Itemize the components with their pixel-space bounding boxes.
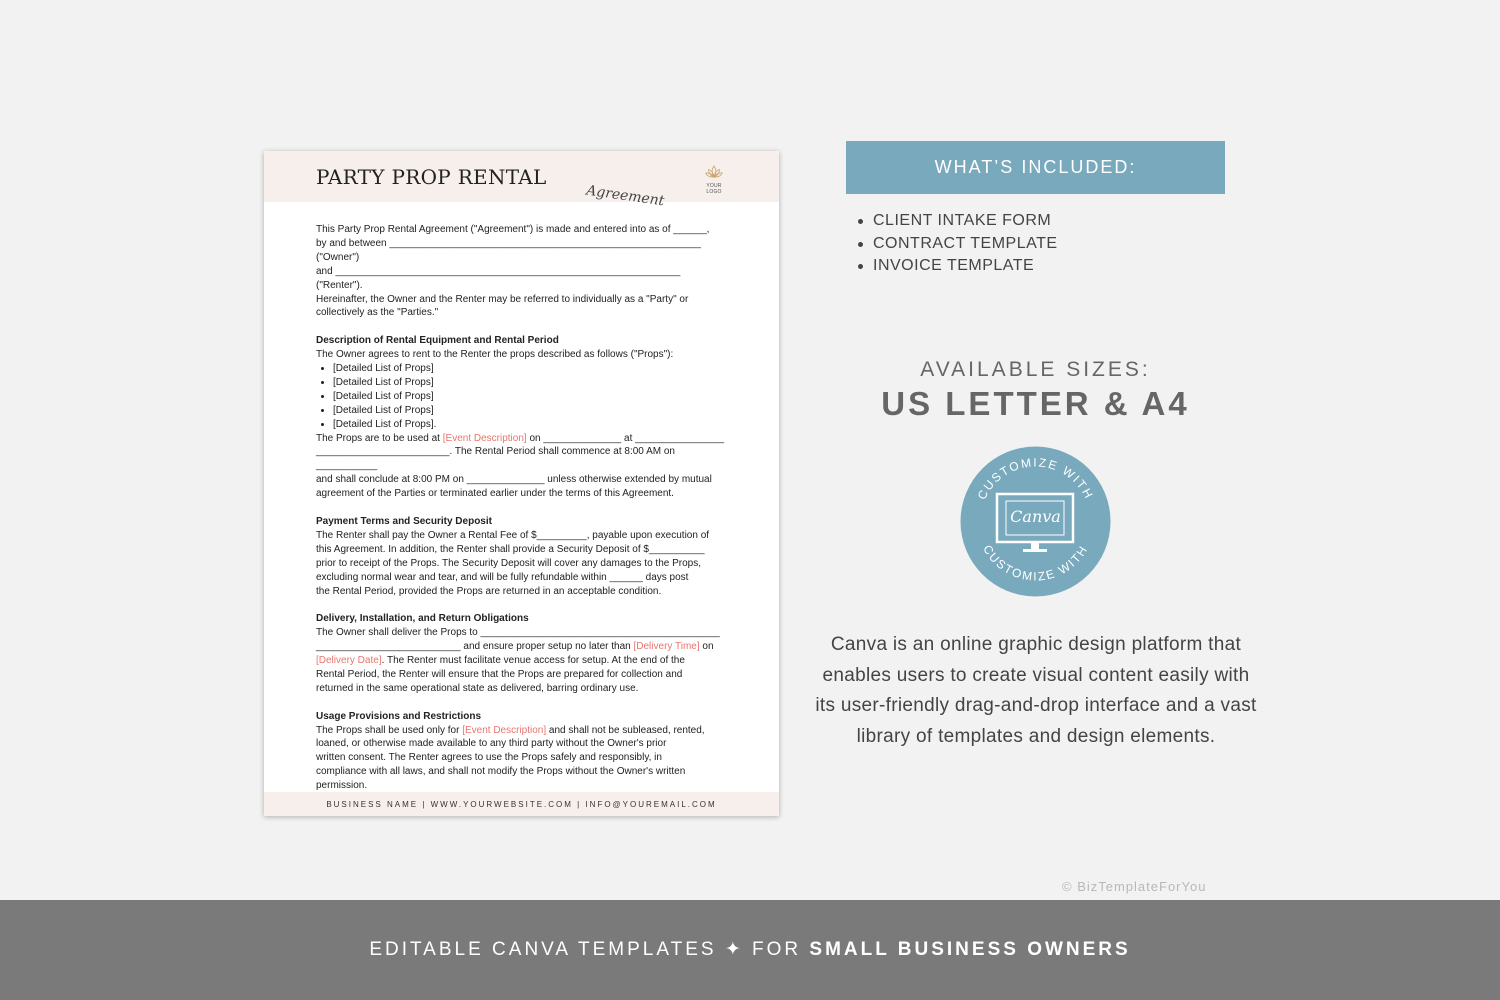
section-line: Rental Period, the Renter will ensure that the Props are prepared for collection and bbox=[316, 668, 683, 680]
included-item: CLIENT INTAKE FORM bbox=[873, 210, 1058, 233]
section-line: this Agreement. In addition, the Renter shall provide a Security Deposit of $__________ bbox=[316, 543, 705, 555]
logo-placeholder-text: YOUR LOGO bbox=[706, 183, 722, 195]
section-line: written consent. The Renter agrees to use the Props safely and responsibly, in bbox=[316, 752, 662, 764]
section-line: loaned, or otherwise made available to any third party without the Owner's prior bbox=[316, 738, 667, 750]
list-item: • [Detailed List of Props] bbox=[333, 404, 726, 418]
intro-line: Hereinafter, the Owner and the Renter may be referred to individually as a "Party" or bbox=[316, 293, 689, 305]
text-span: and shall not be subleased, rented, bbox=[546, 724, 705, 736]
section-heading: Usage Provisions and Restrictions bbox=[316, 710, 482, 722]
section-heading: Payment Terms and Security Deposit bbox=[316, 516, 492, 527]
badge-ring-text-top: CUSTOMIZE WITH bbox=[974, 455, 1097, 502]
section-line: The Owner shall deliver the Props to ___________________________________________ bbox=[316, 627, 720, 639]
document-footer: BUSINESS NAME | WWW.YOURWEBSITE.COM | INFO@YOUREMAIL.COM bbox=[264, 792, 779, 816]
intro-line: and ______________________________________________________________ ("Renter"). bbox=[316, 265, 681, 291]
text-span: on bbox=[699, 641, 714, 653]
list-item: • [Detailed List of Props] bbox=[333, 376, 726, 390]
placeholder-event-description: [Event Description] bbox=[442, 432, 527, 444]
props-list bbox=[316, 362, 726, 432]
lotus-logo-icon bbox=[701, 164, 727, 195]
section-line: permission. bbox=[316, 780, 368, 792]
customize-with-canva-badge bbox=[960, 446, 1111, 597]
bottom-banner-bold-text: SMALL BUSINESS OWNERS bbox=[809, 939, 1131, 960]
text-span: The Props shall be used only for bbox=[316, 724, 463, 736]
text-span: The Props are to be used at bbox=[316, 432, 443, 444]
bottom-banner-text: EDITABLE CANVA TEMPLATES ✦ FOR bbox=[369, 939, 810, 960]
section-line: prior to receipt of the Props. The Security Deposit will cover any damages to the Props, bbox=[316, 557, 701, 569]
whats-included-banner: WHAT’S INCLUDED: bbox=[846, 141, 1225, 194]
placeholder-event-description: [Event Description] bbox=[462, 724, 547, 736]
text-span: on ______________ at ________________ bbox=[526, 432, 725, 444]
section-heading: Description of Rental Equipment and Rental Period bbox=[316, 335, 559, 347]
placeholder-delivery-time: [Delivery Time] bbox=[633, 641, 700, 653]
section-line: and shall conclude at 8:00 PM on ______________ unless otherwise extended by mutual bbox=[316, 474, 712, 486]
document-script-subtitle: Agreement bbox=[585, 182, 666, 210]
included-item: CONTRACT TEMPLATE bbox=[873, 233, 1058, 256]
copyright-credit: © BizTemplateForYou bbox=[1062, 879, 1207, 894]
section-heading: Delivery, Installation, and Return Obligations bbox=[316, 613, 529, 625]
available-sizes-value: US LETTER & A4 bbox=[881, 385, 1190, 422]
text-span: __________________________ and ensure proper setup no later than bbox=[316, 641, 634, 653]
section-line: agreement of the Parties or terminated earlier under the terms of this Agreement. bbox=[316, 488, 674, 500]
text-span: . The Renter must facilitate venue access for setup. At the end of the bbox=[381, 655, 685, 667]
section-line: The Owner agrees to rent to the Renter the props described as follows ("Props"): bbox=[316, 349, 674, 361]
section-line bbox=[316, 654, 726, 668]
canva-logo-text: Canva bbox=[1010, 507, 1061, 526]
section-line bbox=[316, 724, 726, 738]
intro-line: collectively as the "Parties." bbox=[316, 307, 439, 319]
section-line bbox=[316, 640, 726, 654]
document-body bbox=[316, 223, 726, 793]
document-header bbox=[264, 151, 779, 210]
section-line: The Renter shall pay the Owner a Rental Fee of $_________, payable upon execution of bbox=[316, 529, 710, 541]
included-list bbox=[873, 210, 1058, 278]
intro-line: by and between ________________________________________________________ ("Owner") bbox=[316, 237, 701, 263]
list-item: • [Detailed List of Props] bbox=[333, 390, 726, 404]
included-item: INVOICE TEMPLATE bbox=[873, 255, 1058, 278]
list-item: • [Detailed List of Props] bbox=[333, 362, 726, 376]
available-sizes-label: AVAILABLE SIZES: bbox=[920, 358, 1151, 381]
list-item: • [Detailed List of Props]. bbox=[333, 418, 726, 432]
section-line: returned in the same operational state as delivered, barring ordinary use. bbox=[316, 682, 639, 694]
document-title: PARTY PROP RENTAL bbox=[316, 165, 547, 189]
intro-line: This Party Prop Rental Agreement ("Agreement") is made and entered into as of ______, bbox=[316, 224, 710, 235]
canva-description: Canva is an online graphic design platform that enables users to create visual content easily with its user-friendly drag-and-drop interface and a vast library of templates and design elements. bbox=[815, 634, 1257, 747]
bottom-banner bbox=[0, 900, 1500, 1000]
section-line bbox=[316, 432, 726, 446]
contract-document-preview bbox=[264, 151, 779, 816]
section-line: compliance with all laws, and shall not modify the Props without the Owner's written bbox=[316, 766, 686, 778]
section-line: excluding normal wear and tear, and will be fully refundable within ______ days post bbox=[316, 571, 689, 583]
section-line: the Rental Period, provided the Props are returned in an acceptable condition. bbox=[316, 585, 662, 597]
placeholder-delivery-date: [Delivery Date] bbox=[316, 655, 382, 667]
section-line: ________________________. The Rental Period shall commence at 8:00 AM on ___________ bbox=[316, 446, 675, 472]
badge-ring-text-bottom: CUSTOMIZE WITH bbox=[980, 542, 1091, 584]
